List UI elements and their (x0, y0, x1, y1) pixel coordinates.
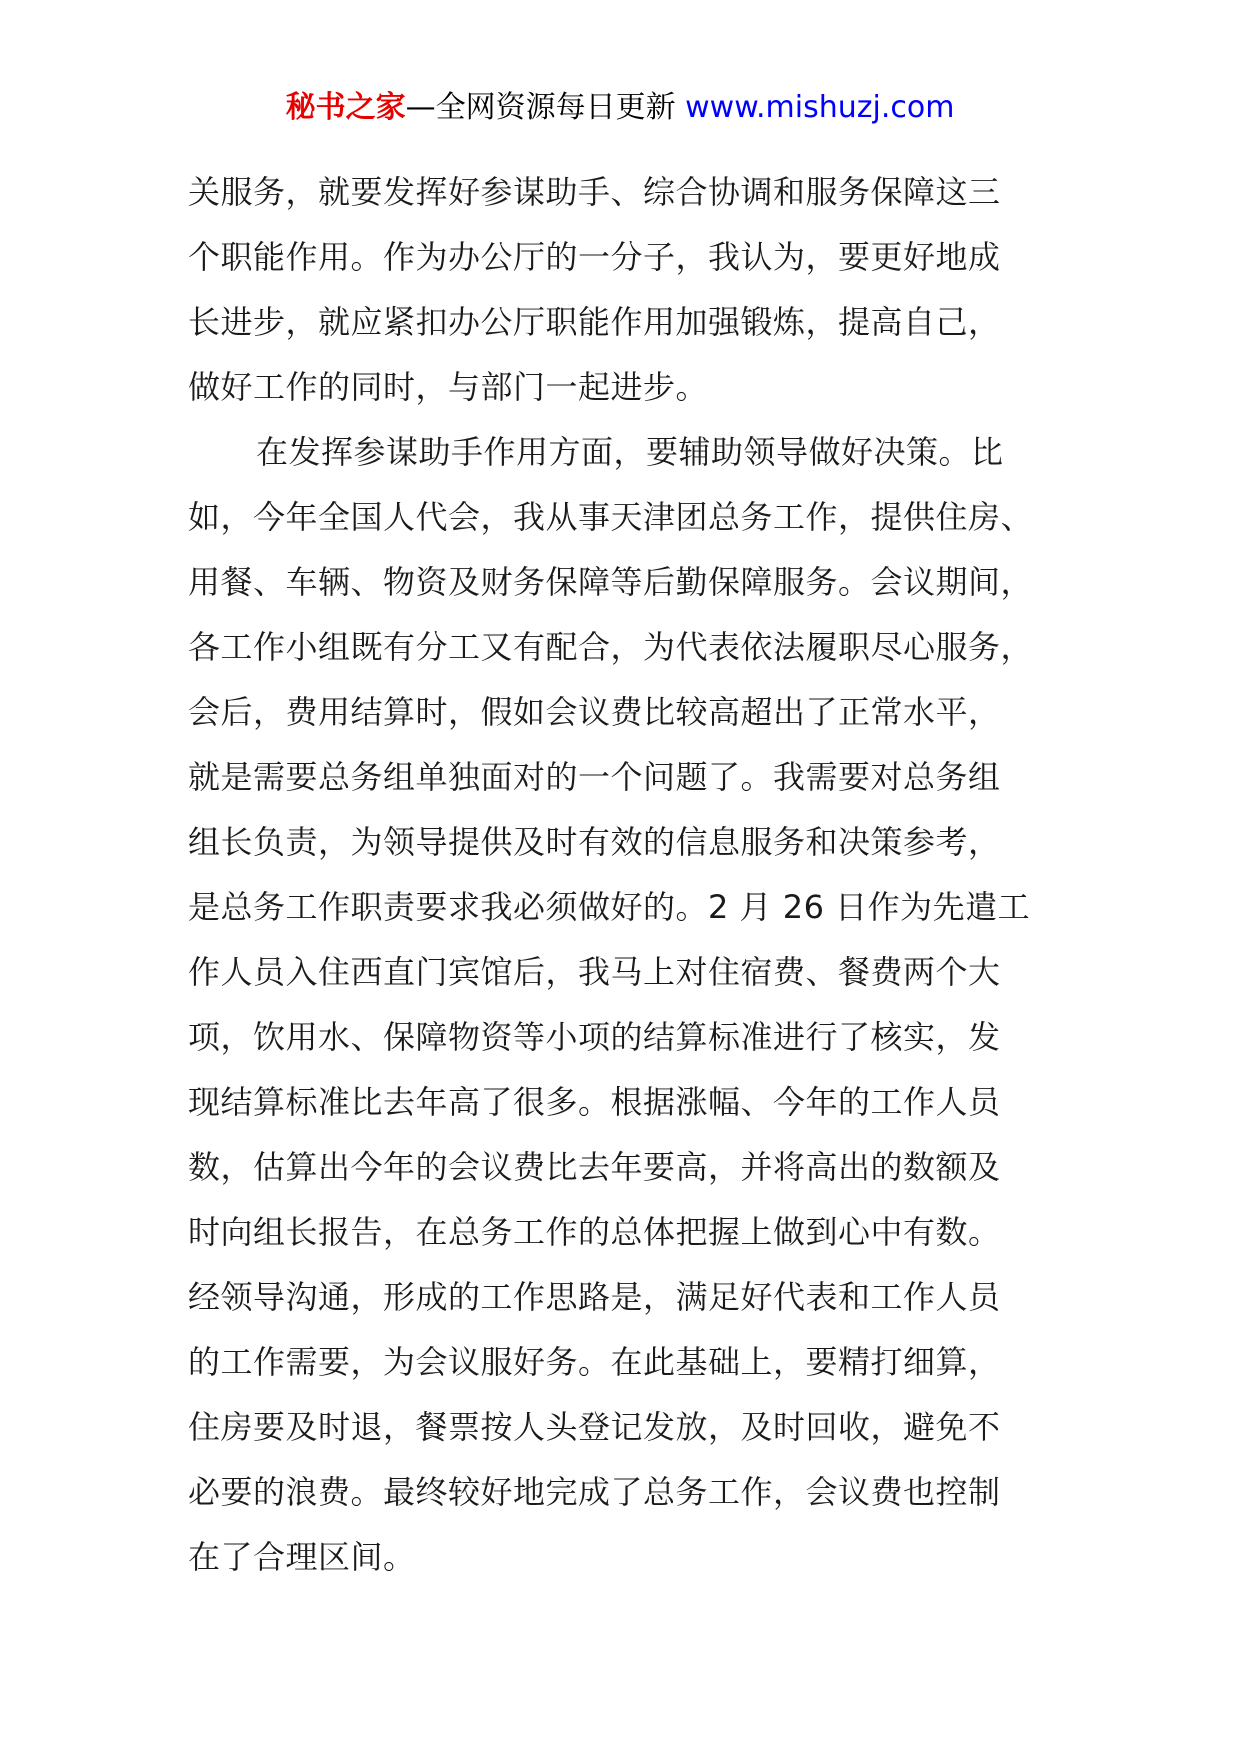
site-url-link[interactable]: www.mishuzj.com (685, 90, 955, 125)
text-line: 在了合理区间。 (188, 1538, 416, 1576)
text-line: 长进步，就应紧扣办公厅职能作用加强锻炼，提高自己， (188, 303, 1001, 341)
text-line: 住房要及时退，餐票按人头登记发放，及时回收，避免不 (188, 1408, 1001, 1446)
text-line: 作人员入住西直门宾馆后，我马上对住宿费、餐费两个大 (188, 953, 1001, 991)
text-line: 就是需要总务组单独面对的一个问题了。我需要对总务组 (188, 758, 1001, 796)
text-line: 的工作需要，为会议服好务。在此基础上，要精打细算， (188, 1343, 1001, 1381)
text-line: 个职能作用。作为办公厅的一分子，我认为，要更好地成 (188, 238, 1001, 276)
text-line: 用餐、车辆、物资及财务保障等后勤保障服务。会议期间， (188, 563, 1034, 601)
text-line: 关服务，就要发挥好参谋助手、综合协调和服务保障这三 (188, 173, 1001, 211)
text-line: 组长负责，为领导提供及时有效的信息服务和决策参考， (188, 823, 1001, 861)
text-line: 做好工作的同时，与部门一起进步。 (188, 368, 709, 406)
text-line: 现结算标准比去年高了很多。根据涨幅、今年的工作人员 (188, 1083, 1001, 1121)
text-line: 经领导沟通，形成的工作思路是，满足好代表和工作人员 (188, 1278, 1001, 1316)
text-line: 时向组长报告，在总务工作的总体把握上做到心中有数。 (188, 1213, 1001, 1251)
site-name: 秘书之家 (285, 90, 406, 125)
text-line: 各工作小组既有分工又有配合，为代表依法履职尽心服务， (188, 628, 1034, 666)
text-line: 会后，费用结算时，假如会议费比较高超出了正常水平， (188, 693, 1001, 731)
paragraph-first-line: 在发挥参谋助手作用方面，要辅助领导做好决策。比 (256, 433, 1004, 471)
text-line: 必要的浪费。最终较好地完成了总务工作，会议费也控制 (188, 1473, 1001, 1511)
text-line: 如，今年全国人代会，我从事天津团总务工作，提供住房、 (188, 498, 1034, 536)
text-line: 项，饮用水、保障物资等小项的结算标准进行了核实，发 (188, 1018, 1001, 1056)
page-header (0, 88, 1240, 128)
text-line: 数，估算出今年的会议费比去年要高，并将高出的数额及 (188, 1148, 1001, 1186)
text-line: 是总务工作职责要求我必须做好的。2 月 26 日作为先遣工 (188, 888, 1031, 926)
header-tagline: —全网资源每日更新 (405, 90, 686, 125)
document-body (188, 160, 1068, 1590)
